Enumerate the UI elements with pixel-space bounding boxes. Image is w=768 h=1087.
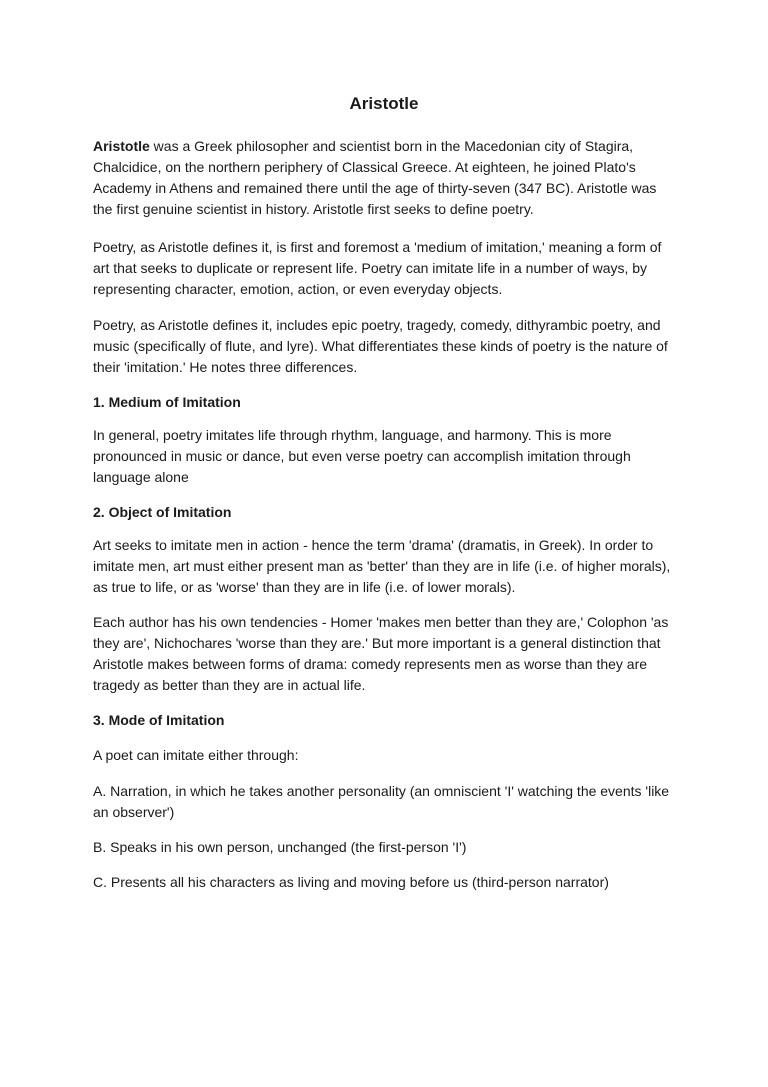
paragraph-tendencies: Each author has his own tendencies - Homer 'makes men better than they are,' Colophon 'as they are', Nichochares 'worse than they are.' But more important is a general distinction that Aristotle makes between forms of drama: comedy represents men as worse than they are tragedy as better than they are in actual life. (93, 614, 669, 693)
list-item-own-person: B. Speaks in his own person, unchanged (the first-person 'I') (93, 839, 467, 855)
intro-text: was a Greek philosopher and scientist born in the Macedonian city of Stagira, Chalcidice, on the northern periphery of Classical Greece. At eighteen, he joined Plato's Academy in Athens and remained there until the age of thirty-seven (347 BC). Aristotle was the first genuine scientist in history. Aristotle first seeks to define poetry. (93, 138, 657, 217)
paragraph-intro (93, 136, 678, 220)
list-item-narration: A. Narration, in which he takes another personality (an omniscient 'I' watching the events 'like an observer') (93, 783, 670, 820)
list-item-presents-characters: C. Presents all his characters as living and moving before us (third-person narrator) (93, 874, 609, 890)
paragraph-mode-intro: A poet can imitate either through: (93, 747, 299, 763)
page-title: Aristotle (349, 94, 419, 113)
paragraph-poetry-definition: Poetry, as Aristotle defines it, is first and foremost a 'medium of imitation,' meaning a form of art that seeks to duplicate or represent life. Poetry can imitate life in a number of ways, by representing character, emotion, action, or even everyday objects. (93, 239, 662, 297)
section-heading-medium: 1. Medium of Imitation (93, 394, 241, 410)
paragraph-medium: In general, poetry imitates life through rhythm, language, and harmony. This is more pronounced in music or dance, but even verse poetry can accomplish imitation through language alone (93, 427, 631, 485)
document-body (93, 136, 678, 893)
paragraph-object: Art seeks to imitate men in action - hence the term 'drama' (dramatis, in Greek). In order to imitate men, art must either present man as 'better' than they are in life (i.e. of higher morals), as true to life, or as 'worse' than they are in life (i.e. of lower morals). (93, 537, 671, 595)
intro-lead: Aristotle (93, 138, 150, 154)
section-heading-mode: 3. Mode of Imitation (93, 712, 225, 728)
paragraph-poetry-kinds: Poetry, as Aristotle defines it, includes epic poetry, tragedy, comedy, dithyrambic poetry, and music (specifically of flute, and lyre). What differentiates these kinds of poetry is the nature of their 'imitation.' He notes three differences. (93, 317, 668, 375)
section-heading-object: 2. Object of Imitation (93, 504, 232, 520)
